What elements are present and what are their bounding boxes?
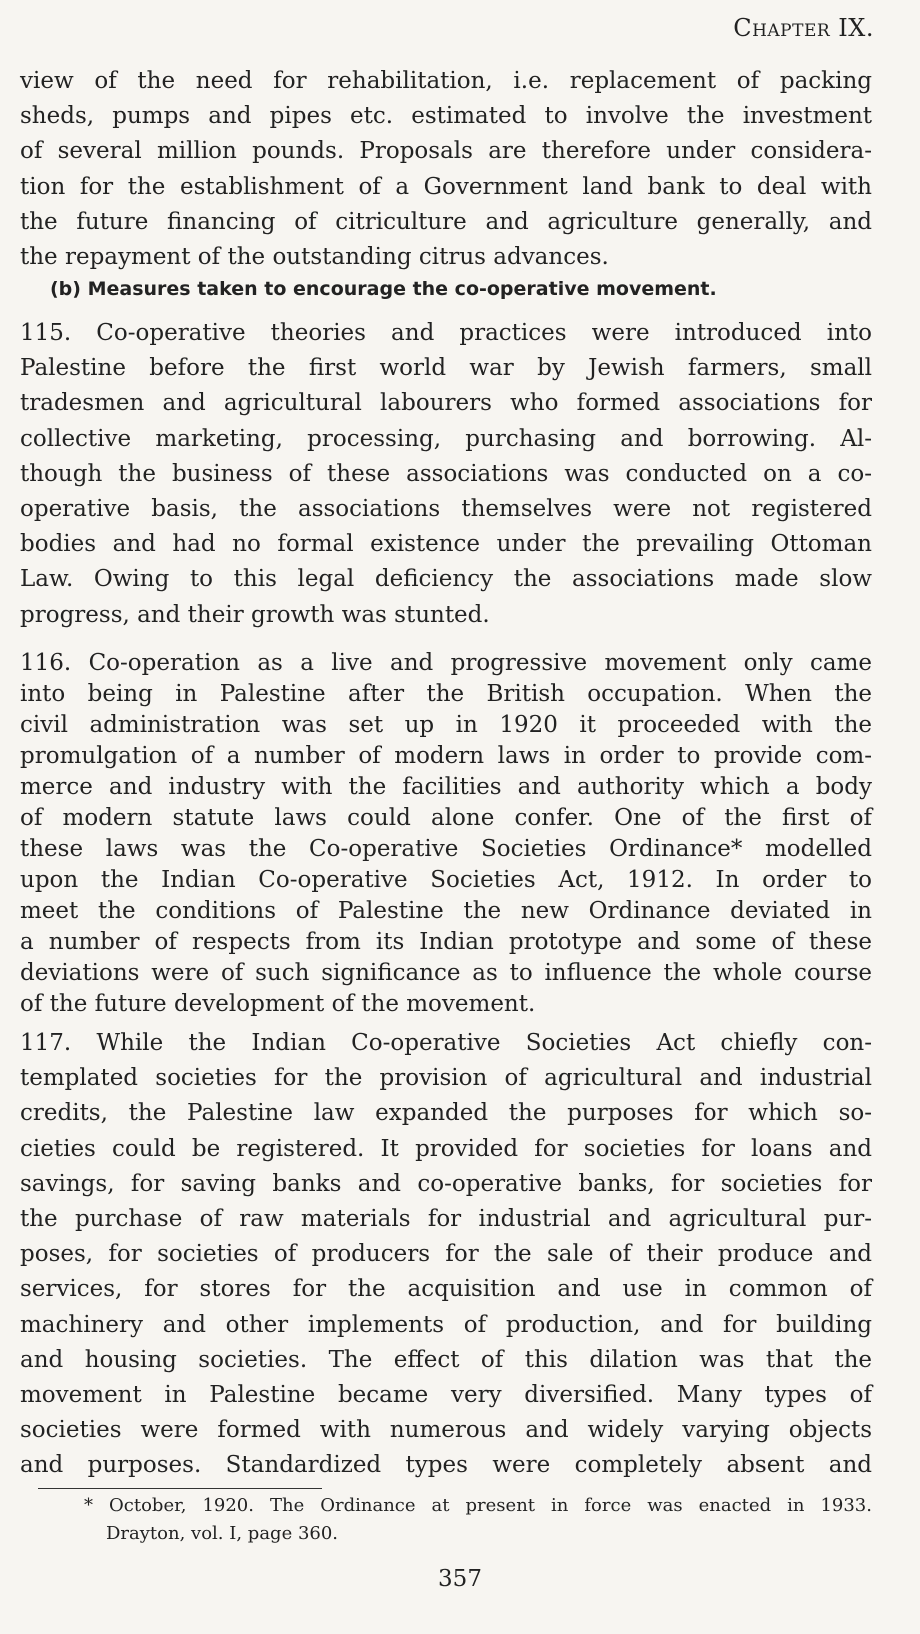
text-line: deviations were of such significance as to influence the whole course — [20, 960, 872, 986]
text-line: templated societies for the provision of agricultural and industrial — [20, 1065, 872, 1092]
text-line: the future financing of citriculture and agriculture generally, and — [20, 208, 872, 235]
text-line: of several million pounds. Proposals are therefore under considera- — [20, 138, 872, 165]
text-line: operative basis, the associations themselves were not registered — [20, 495, 872, 522]
text-line: upon the Indian Co-operative Societies Act, 1912. In order to — [20, 867, 872, 893]
text-line: into being in Palestine after the British occupation. When the — [20, 681, 872, 707]
text-line: credits, the Palestine law expanded the purposes for which so- — [20, 1100, 872, 1127]
text-line: and purposes. Standardized types were completely absent and — [20, 1452, 872, 1479]
paragraph-117 — [20, 1026, 872, 1483]
text-line: movement in Palestine became very diversified. Many types of — [20, 1381, 872, 1408]
text-line: and housing societies. The effect of this dilation was that the — [20, 1346, 872, 1373]
text-line: poses, for societies of producers for the sale of their produce and — [20, 1241, 872, 1268]
paragraph-115 — [20, 316, 872, 633]
footnote-line: * October, 1920. The Ordinance at present in force was enacted in 1933. — [84, 1495, 872, 1516]
paragraph-116 — [20, 648, 872, 1020]
text-line: services, for stores for the acquisition and use in common of — [20, 1276, 872, 1303]
text-line: merce and industry with the facilities and authority which a body — [20, 774, 872, 800]
footnote-rule — [38, 1488, 322, 1489]
text-line: societies were formed with numerous and widely varying objects — [20, 1417, 872, 1444]
text-line: tion for the establishment of a Government land bank to deal with — [20, 173, 872, 200]
text-line: bodies and had no formal existence under the prevailing Ottoman — [20, 531, 872, 558]
text-line: the repayment of the outstanding citrus advances. — [20, 243, 609, 270]
text-line: progress, and their growth was stunted. — [20, 601, 490, 628]
chapter-header: Chapter IX. — [733, 14, 874, 42]
text-line: these laws was the Co-operative Societies Ordinance* modelled — [20, 836, 872, 862]
text-line: sheds, pumps and pipes etc. estimated to involve the investment — [20, 103, 872, 130]
footnote — [84, 1492, 872, 1548]
text-line: the purchase of raw materials for industrial and agricultural pur- — [20, 1205, 872, 1232]
section-heading: (b) Measures taken to encourage the co-operative movement. — [50, 278, 717, 300]
text-line: promulgation of a number of modern laws in order to provide com- — [20, 743, 872, 769]
text-line: cieties could be registered. It provided for societies for loans and — [20, 1135, 872, 1162]
page-number: 357 — [438, 1566, 482, 1592]
text-line: collective marketing, processing, purchasing and borrowing. Al- — [20, 425, 872, 452]
text-line: a number of respects from its Indian prototype and some of these — [20, 929, 872, 955]
footnote-line: Drayton, vol. I, page 360. — [106, 1523, 339, 1544]
text-line: tradesmen and agricultural labourers who formed associations for — [20, 390, 872, 417]
text-line: 117. While the Indian Co-operative Societies Act chiefly con- — [20, 1030, 872, 1056]
text-line: view of the need for rehabilitation, i.e. replacement of packing — [20, 68, 872, 94]
text-line: of the future development of the movement. — [20, 991, 536, 1017]
text-line: though the business of these associations was conducted on a co- — [20, 460, 872, 487]
paragraph-continuation — [20, 64, 872, 275]
text-line: machinery and other implements of production, and for building — [20, 1311, 872, 1338]
text-line: meet the conditions of Palestine the new Ordinance deviated in — [20, 898, 872, 924]
text-line: Palestine before the first world war by Jewish farmers, small — [20, 355, 872, 382]
text-line: of modern statute laws could alone confer. One of the first of — [20, 805, 872, 831]
text-line: savings, for saving banks and co-operative banks, for societies for — [20, 1170, 872, 1197]
text-line: Law. Owing to this legal deficiency the associations made slow — [20, 566, 872, 593]
text-line: civil administration was set up in 1920 it proceeded with the — [20, 712, 872, 738]
text-line: 115. Co-operative theories and practices were introduced into — [20, 320, 872, 346]
text-line: 116. Co-operation as a live and progressive movement only came — [20, 650, 872, 676]
